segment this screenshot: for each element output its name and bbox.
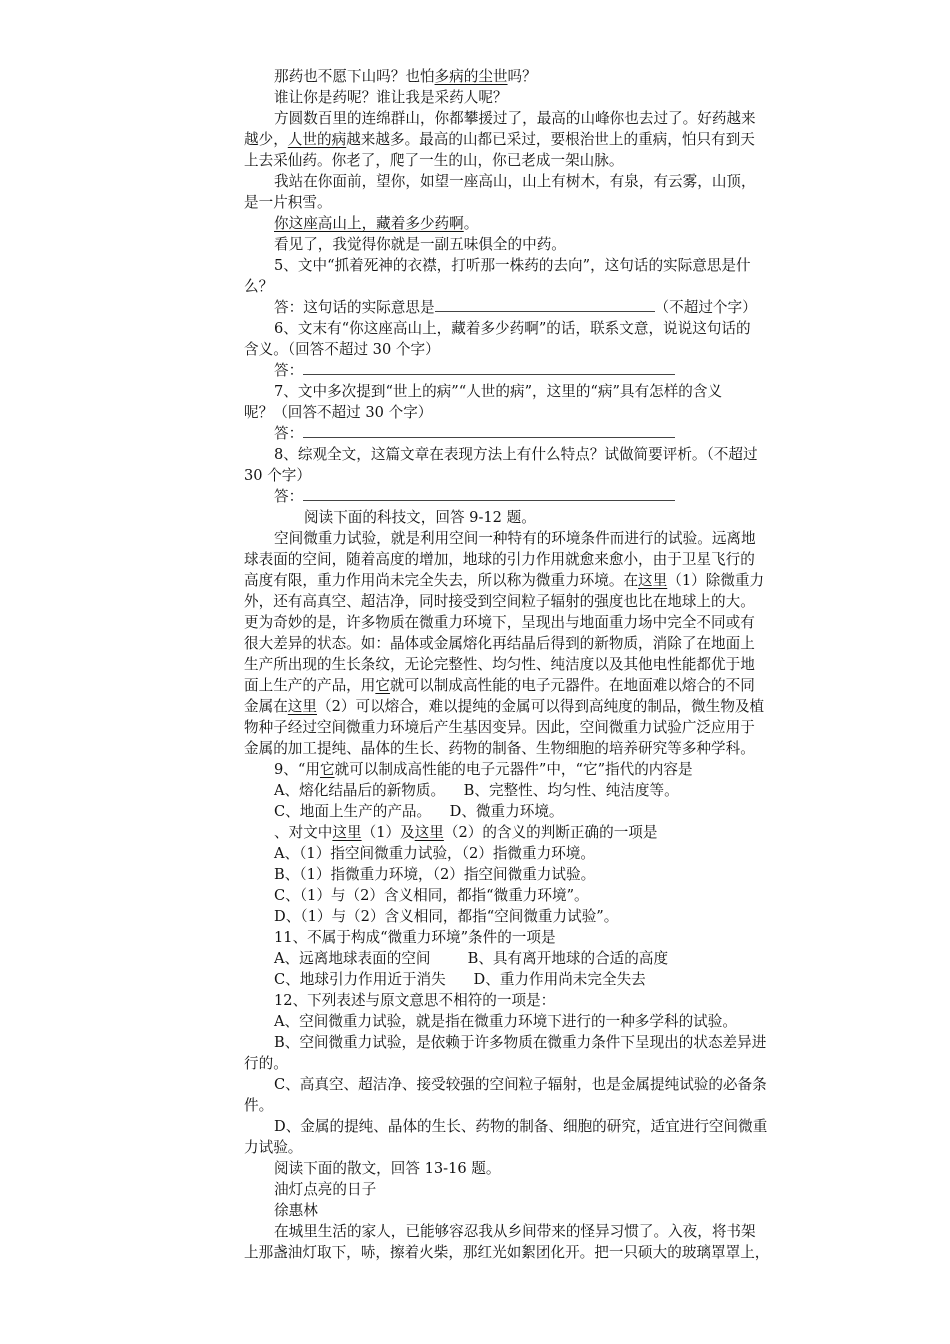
option-line: D、（1）与（2）含义相同，都指“空间微重力试验”。 (274, 908, 619, 925)
question-12: 12、下列表述与原文意思不相符的一项是： (274, 992, 556, 1009)
option-line: C、地球引力作用近于消失 D、重力作用尚未完全失去 (274, 971, 646, 988)
answer-blank[interactable] (303, 360, 675, 375)
option-line: B、（1）指微重力环境，（2）指空间微重力试验。 (274, 866, 596, 883)
text-line: 呢？（回答不超过 30 个字） (244, 404, 433, 421)
option-line: D、金属的提纯、晶体的生长、药物的制备、细胞的研究，适宜进行空间微重 (274, 1118, 768, 1135)
text-line: 谁让你是药呢？谁让我是采药人呢？ (274, 89, 508, 106)
text-line: 么？ (244, 278, 274, 295)
question-9: 9、“用它就可以制成高性能的电子元器件”中，“它”指代的内容是 (274, 761, 693, 778)
text-line: 金属的加工提纯、晶体的生长、药物的制备、生物细胞的培养研究等多种学科。 (244, 740, 755, 757)
text-line: 看见了，我觉得你就是一副五味俱全的中药。 (274, 236, 566, 253)
option-line: C、（1）与（2）含义相同，都指“微重力环境”。 (274, 887, 589, 904)
text-line: 球表面的空间，随着高度的增加，地球的引力作用就愈来愈小，由于卫星飞行的 (244, 551, 755, 568)
answer-line-7: 答： (274, 423, 675, 444)
text-line: 30 个字） (244, 467, 311, 484)
text-line: 高度有限，重力作用尚未完全失去，所以称为微重力环境。在这里（1）除微重力 (244, 572, 765, 589)
question-8: 8、综观全文，这篇文章在表现方法上有什么特点？试做简要评析。（不超过 (274, 446, 758, 463)
answer-blank[interactable] (435, 297, 655, 312)
text-line: 件。 (244, 1097, 274, 1114)
option-line: A、（1）指空间微重力试验，（2）指微重力环境。 (274, 845, 595, 862)
essay-author: 徐惠林 (274, 1202, 318, 1219)
text-line: 力试验。 (244, 1139, 303, 1156)
answer-blank[interactable] (303, 486, 675, 501)
text-line: 面上生产的产品，用它就可以制成高性能的电子元器件。在地面难以熔合的不同 (244, 677, 755, 694)
answer-line-8: 答： (274, 486, 675, 507)
essay-title: 油灯点亮的日子 (274, 1181, 377, 1198)
text-line: 空间微重力试验，就是利用空间一种特有的环境条件而进行的试验。远离地 (274, 530, 756, 547)
section-heading: 阅读下面的散文，回答 13-16 题。 (274, 1160, 501, 1177)
option-line: B、空间微重力试验，是依赖于许多物质在微重力条件下呈现出的状态差异进 (274, 1034, 767, 1051)
text-line: 你这座高山上，藏着多少药啊。 (274, 215, 479, 232)
answer-line-6: 答： (274, 360, 675, 381)
question-11: 11、不属于构成“微重力环境”条件的一项是 (274, 929, 556, 946)
text-line: 上那盏油灯取下，哧，擦着火柴，那红光如絮团化开。把一只硕大的玻璃罩罩上， (244, 1244, 770, 1261)
text-line: 更为奇妙的是，许多物质在微重力环境下，呈现出与地面重力场中完全不同或有 (244, 614, 755, 631)
text-line: 上去采仙药。你老了，爬了一生的山，你已老成一架山脉。 (244, 152, 624, 169)
text-line: 是一片积雪。 (244, 194, 332, 211)
section-heading: 阅读下面的科技文，回答 9-12 题。 (304, 509, 536, 526)
option-line: A、远离地球表面的空间 B、具有离开地球的合适的高度 (274, 950, 669, 967)
text-line: 行的。 (244, 1055, 288, 1072)
option-line: A、熔化结晶后的新物质。 B、完整性、均匀性、纯洁度等。 (274, 782, 679, 799)
option-line: C、地面上生产的产品。 D、微重力环境。 (274, 803, 564, 820)
text-line: 生产所出现的生长条纹，无论完整性、均匀性、纯洁度以及其他电性能都优于地 (244, 656, 755, 673)
question-6: 6、文末有“你这座高山上，藏着多少药啊”的话，联系文意，说说这句话的 (274, 320, 751, 337)
text-line: 外，还有高真空、超洁净，同时接受到空间粒子辐射的强度也比在地球上的大。 (244, 593, 755, 610)
answer-blank[interactable] (303, 423, 675, 438)
question-7: 7、文中多次提到“世上的病”“人世的病”，这里的“病”具有怎样的含义 (274, 383, 723, 400)
text-line: 那药也不愿下山吗？也怕多病的尘世吗？ (274, 68, 537, 85)
text-line: 越少，人世的病越来越多。最高的山都已采过，要根治世上的重病，怕只有到天 (244, 131, 755, 148)
question-5: 5、文中“抓着死神的衣襟，打听那一株药的去向”，这句话的实际意思是什 (274, 257, 751, 274)
text-line: 物种子经过空间微重力环境后产生基因变异。因此，空间微重力试验广泛应用于 (244, 719, 755, 736)
text-line: 金属在这里（2）可以熔合，难以提纯的金属可以得到高纯度的制品，微生物及植 (244, 698, 765, 715)
option-line: C、高真空、超洁净、接受较强的空间粒子辐射，也是金属提纯试验的必备条 (274, 1076, 767, 1093)
text-line: 很大差异的状态。如：晶体或金属熔化再结晶后得到的新物质，消除了在地面上 (244, 635, 755, 652)
text-line: 含义。（回答不超过 30 个字） (244, 341, 440, 358)
answer-line-5: 答：这句话的实际意思是 （不超过个字） (274, 299, 757, 316)
option-line: A、空间微重力试验，就是指在微重力环境下进行的一种多学科的试验。 (274, 1013, 737, 1030)
question-10: 、对文中这里（1）及这里（2）的含义的判断正确的一项是 (274, 824, 658, 841)
text-line: 在城里生活的家人，已能够容忍我从乡间带来的怪异习惯了。入夜，将书架 (274, 1223, 756, 1240)
text-line: 我站在你面前，望你，如望一座高山，山上有树木，有泉，有云雾，山顶， (274, 173, 756, 190)
text-line: 方圆数百里的连绵群山，你都攀援过了，最高的山峰你也去过了。好药越来 (274, 110, 756, 127)
